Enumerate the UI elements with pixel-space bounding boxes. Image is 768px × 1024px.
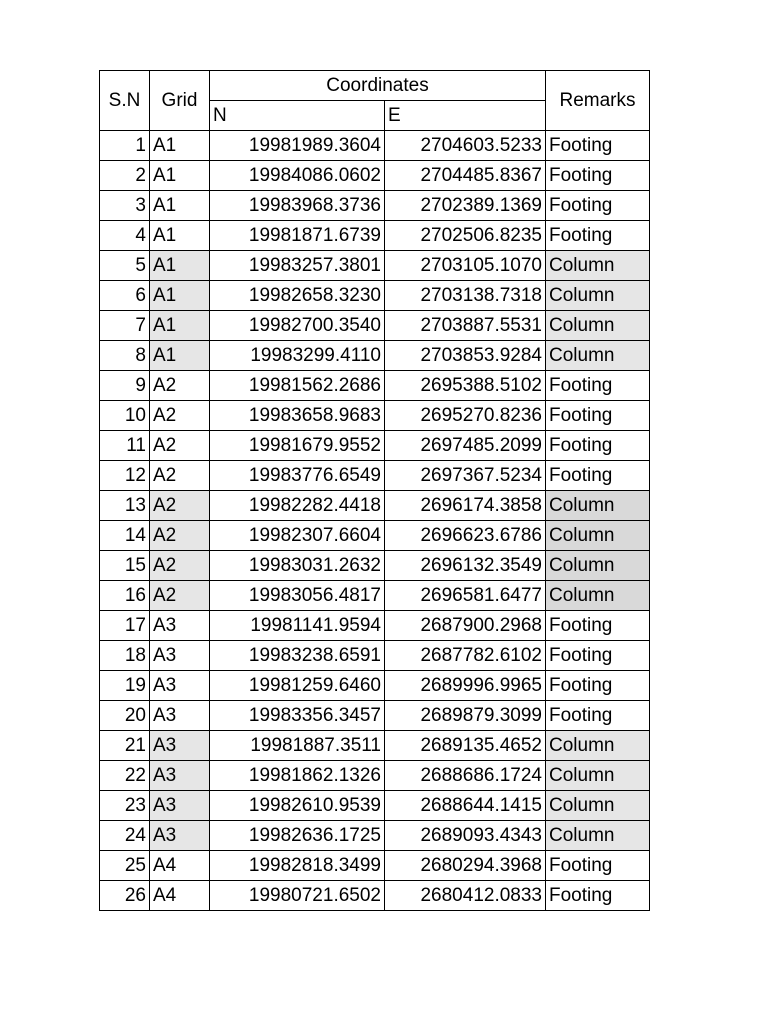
cell-grid: A2 [150, 581, 210, 611]
cell-n: 19984086.0602 [210, 161, 385, 191]
cell-grid: A3 [150, 761, 210, 791]
cell-remarks: Footing [546, 371, 650, 401]
cell-n: 19981887.3511 [210, 731, 385, 761]
cell-e: 2688686.1724 [385, 761, 546, 791]
table-row [100, 461, 650, 491]
table-row [100, 221, 650, 251]
cell-sn: 26 [100, 881, 150, 911]
cell-e: 2688644.1415 [385, 791, 546, 821]
cell-n: 19982818.3499 [210, 851, 385, 881]
cell-remarks: Footing [546, 641, 650, 671]
cell-e: 2696132.3549 [385, 551, 546, 581]
cell-e: 2680294.3968 [385, 851, 546, 881]
cell-n: 19980721.6502 [210, 881, 385, 911]
cell-sn: 20 [100, 701, 150, 731]
table-row [100, 701, 650, 731]
cell-n: 19983238.6591 [210, 641, 385, 671]
table-row [100, 761, 650, 791]
table-row [100, 821, 650, 851]
cell-n: 19981871.6739 [210, 221, 385, 251]
cell-remarks: Footing [546, 611, 650, 641]
cell-sn: 22 [100, 761, 150, 791]
cell-e: 2696623.6786 [385, 521, 546, 551]
cell-sn: 16 [100, 581, 150, 611]
cell-remarks: Footing [546, 131, 650, 161]
cell-n: 19982700.3540 [210, 311, 385, 341]
table-row [100, 251, 650, 281]
cell-n: 19981679.9552 [210, 431, 385, 461]
cell-sn: 3 [100, 191, 150, 221]
table-row [100, 191, 650, 221]
coordinates-table [99, 70, 650, 911]
cell-remarks: Column [546, 341, 650, 371]
cell-grid: A1 [150, 161, 210, 191]
table-row [100, 851, 650, 881]
cell-grid: A1 [150, 341, 210, 371]
cell-sn: 2 [100, 161, 150, 191]
cell-e: 2702506.8235 [385, 221, 546, 251]
cell-remarks: Footing [546, 701, 650, 731]
cell-e: 2697485.2099 [385, 431, 546, 461]
cell-e: 2689093.4343 [385, 821, 546, 851]
table-row [100, 551, 650, 581]
table-body [100, 131, 650, 911]
cell-remarks: Footing [546, 881, 650, 911]
cell-remarks: Column [546, 491, 650, 521]
cell-sn: 10 [100, 401, 150, 431]
cell-n: 19981562.2686 [210, 371, 385, 401]
cell-grid: A2 [150, 401, 210, 431]
cell-n: 19983356.3457 [210, 701, 385, 731]
cell-remarks: Column [546, 281, 650, 311]
table-row [100, 611, 650, 641]
cell-grid: A1 [150, 191, 210, 221]
cell-e: 2689135.4652 [385, 731, 546, 761]
header-remarks: Remarks [546, 71, 650, 131]
table-row [100, 491, 650, 521]
cell-remarks: Footing [546, 191, 650, 221]
cell-sn: 1 [100, 131, 150, 161]
cell-e: 2704603.5233 [385, 131, 546, 161]
cell-e: 2689879.3099 [385, 701, 546, 731]
cell-n: 19982282.4418 [210, 491, 385, 521]
cell-remarks: Column [546, 821, 650, 851]
cell-n: 19983257.3801 [210, 251, 385, 281]
cell-grid: A2 [150, 461, 210, 491]
cell-grid: A3 [150, 671, 210, 701]
cell-sn: 25 [100, 851, 150, 881]
cell-n: 19983776.6549 [210, 461, 385, 491]
cell-e: 2696581.6477 [385, 581, 546, 611]
cell-e: 2696174.3858 [385, 491, 546, 521]
cell-n: 19983968.3736 [210, 191, 385, 221]
cell-n: 19981259.6460 [210, 671, 385, 701]
table-row [100, 521, 650, 551]
cell-n: 19981989.3604 [210, 131, 385, 161]
cell-sn: 13 [100, 491, 150, 521]
cell-remarks: Footing [546, 671, 650, 701]
header-row-1 [100, 71, 650, 101]
cell-remarks: Column [546, 551, 650, 581]
cell-remarks: Footing [546, 161, 650, 191]
cell-e: 2703853.9284 [385, 341, 546, 371]
cell-e: 2680412.0833 [385, 881, 546, 911]
cell-e: 2695270.8236 [385, 401, 546, 431]
cell-e: 2702389.1369 [385, 191, 546, 221]
cell-grid: A1 [150, 311, 210, 341]
cell-grid: A1 [150, 131, 210, 161]
cell-sn: 15 [100, 551, 150, 581]
header-sn: S.N [100, 71, 150, 131]
cell-e: 2689996.9965 [385, 671, 546, 701]
cell-sn: 12 [100, 461, 150, 491]
cell-sn: 9 [100, 371, 150, 401]
cell-grid: A2 [150, 521, 210, 551]
cell-n: 19982636.1725 [210, 821, 385, 851]
header-n: N [210, 101, 385, 131]
cell-n: 19982307.6604 [210, 521, 385, 551]
cell-sn: 11 [100, 431, 150, 461]
table-row [100, 731, 650, 761]
cell-remarks: Footing [546, 461, 650, 491]
cell-grid: A3 [150, 731, 210, 761]
table-row [100, 341, 650, 371]
cell-grid: A2 [150, 371, 210, 401]
cell-n: 19983299.4110 [210, 341, 385, 371]
cell-sn: 19 [100, 671, 150, 701]
cell-sn: 23 [100, 791, 150, 821]
cell-remarks: Column [546, 521, 650, 551]
table-row [100, 371, 650, 401]
cell-grid: A3 [150, 611, 210, 641]
cell-sn: 14 [100, 521, 150, 551]
table-row [100, 881, 650, 911]
cell-remarks: Column [546, 311, 650, 341]
cell-grid: A1 [150, 221, 210, 251]
cell-remarks: Footing [546, 431, 650, 461]
cell-remarks: Column [546, 761, 650, 791]
cell-grid: A3 [150, 821, 210, 851]
cell-grid: A2 [150, 431, 210, 461]
cell-sn: 5 [100, 251, 150, 281]
cell-grid: A4 [150, 881, 210, 911]
cell-sn: 17 [100, 611, 150, 641]
table-row [100, 401, 650, 431]
cell-e: 2695388.5102 [385, 371, 546, 401]
cell-remarks: Column [546, 251, 650, 281]
header-coordinates: Coordinates [210, 71, 546, 101]
cell-e: 2687782.6102 [385, 641, 546, 671]
cell-grid: A3 [150, 791, 210, 821]
cell-grid: A1 [150, 251, 210, 281]
table-row [100, 671, 650, 701]
table-row [100, 581, 650, 611]
cell-n: 19982610.9539 [210, 791, 385, 821]
cell-n: 19982658.3230 [210, 281, 385, 311]
cell-e: 2704485.8367 [385, 161, 546, 191]
cell-grid: A2 [150, 551, 210, 581]
table-row [100, 131, 650, 161]
cell-sn: 18 [100, 641, 150, 671]
cell-e: 2703887.5531 [385, 311, 546, 341]
cell-e: 2703138.7318 [385, 281, 546, 311]
cell-remarks: Column [546, 791, 650, 821]
cell-remarks: Column [546, 581, 650, 611]
cell-remarks: Footing [546, 221, 650, 251]
cell-remarks: Footing [546, 851, 650, 881]
cell-n: 19983658.9683 [210, 401, 385, 431]
table-row [100, 311, 650, 341]
cell-grid: A3 [150, 701, 210, 731]
cell-n: 19983031.2632 [210, 551, 385, 581]
cell-sn: 6 [100, 281, 150, 311]
table-row [100, 791, 650, 821]
cell-n: 19983056.4817 [210, 581, 385, 611]
cell-grid: A1 [150, 281, 210, 311]
cell-remarks: Column [546, 731, 650, 761]
cell-sn: 7 [100, 311, 150, 341]
cell-grid: A3 [150, 641, 210, 671]
table-row [100, 641, 650, 671]
table-row [100, 431, 650, 461]
cell-grid: A2 [150, 491, 210, 521]
cell-remarks: Footing [546, 401, 650, 431]
cell-sn: 4 [100, 221, 150, 251]
cell-e: 2697367.5234 [385, 461, 546, 491]
cell-sn: 8 [100, 341, 150, 371]
table-row [100, 281, 650, 311]
cell-n: 19981862.1326 [210, 761, 385, 791]
table-row [100, 161, 650, 191]
cell-n: 19981141.9594 [210, 611, 385, 641]
header-grid: Grid [150, 71, 210, 131]
cell-e: 2703105.1070 [385, 251, 546, 281]
cell-sn: 21 [100, 731, 150, 761]
cell-sn: 24 [100, 821, 150, 851]
header-e: E [385, 101, 546, 131]
cell-e: 2687900.2968 [385, 611, 546, 641]
cell-grid: A4 [150, 851, 210, 881]
